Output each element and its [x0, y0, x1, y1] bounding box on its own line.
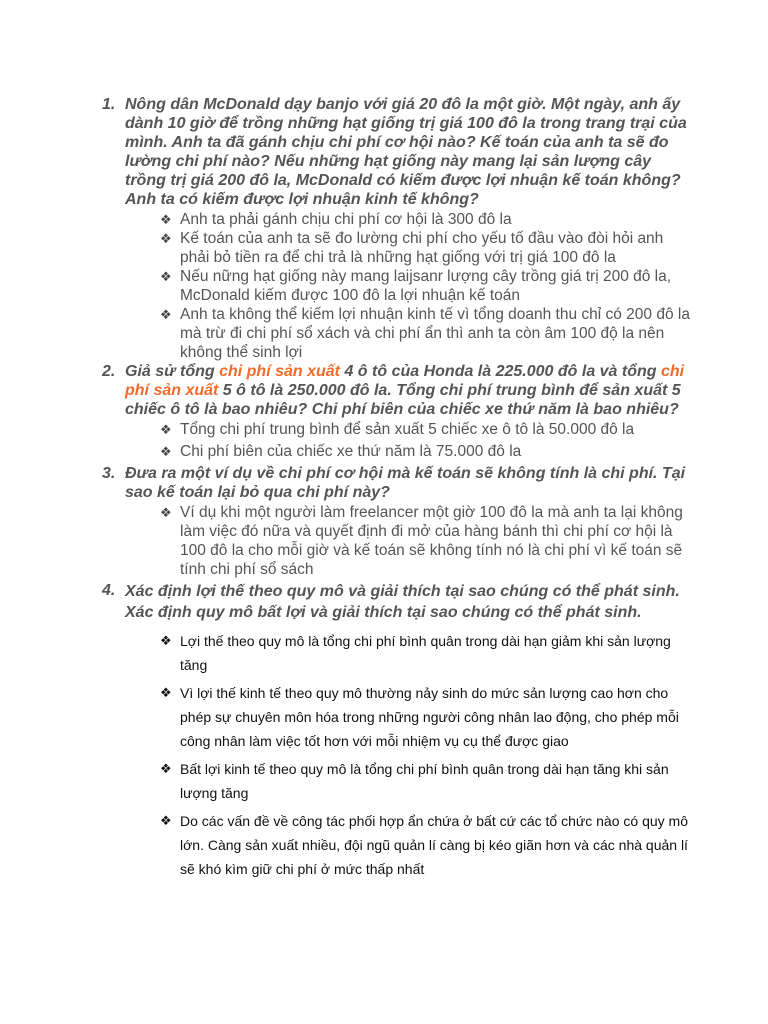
answer-item: [160, 229, 694, 267]
question-number: 3.: [102, 465, 116, 482]
answer-text: Vì lợi thế kinh tế theo quy mô thường nảy sinh do mức sản lượng cao hơn cho phép sự chuyên môn hóa trong những người công nhân lao động, cho phép mỗi công nhân làm việc tốt hơn với mỗi nhiệm vụ cụ thể được giao: [180, 685, 679, 749]
answer-text: Ví dụ khi một người làm freelancer một giờ 100 đô la mà anh ta lại không làm việc đó nữa và quyết định đi mở của hàng bánh thì chi phí cơ hội là 100 đô la cho mỗi giờ và kế toán sẽ không tính nó là chi phí vì kế toán sẽ tính chi phí sổ sách: [180, 504, 683, 578]
diamond-bullet-icon: ❖: [160, 422, 172, 437]
question-number: 2.: [102, 363, 116, 380]
question-text: Xác định lợi thế theo quy mô và giải thích tại sao chúng có thể phát sinh. Xác định quy mô bất lợi và giải thích tại sao chúng có thể phát sinh.: [125, 583, 680, 621]
question-text-part: Giả sử tổng: [125, 363, 220, 380]
diamond-bullet-icon: ❖: [160, 813, 172, 828]
answer-text: Lợi thế theo quy mô là tổng chi phí bình quân trong dài hạn giảm khi sản lượng tăng: [180, 633, 671, 673]
question-1: [104, 95, 694, 362]
answer-list: [104, 503, 694, 579]
question-2: [104, 362, 694, 461]
diamond-bullet-icon: ❖: [160, 269, 172, 284]
answer-text: Chi phí biên của chiếc xe thứ năm là 75.000 đô la: [180, 443, 522, 460]
question-4: [104, 581, 694, 881]
answer-item: [160, 267, 694, 305]
diamond-bullet-icon: ❖: [160, 633, 172, 648]
answer-item: [160, 503, 694, 579]
diamond-bullet-icon: ❖: [160, 685, 172, 700]
answer-item: [160, 210, 694, 229]
question-text-part: 4 ô tô của Honda là 225.000 đô la và tổng: [340, 363, 661, 380]
answer-text: Anh ta phải gánh chịu chi phí cơ hội là 300 đô la: [180, 211, 512, 228]
diamond-bullet-icon: ❖: [160, 212, 172, 227]
diamond-bullet-icon: ❖: [160, 761, 172, 776]
answer-list: [104, 210, 694, 362]
question-3: [104, 464, 694, 579]
answer-list: [104, 629, 694, 881]
answer-text: Nếu nững hạt giống này mang laijsanr lượng cây trồng giá trị 200 đô la, McDonald kiếm được 100 đô la lợi nhuận kế toán: [180, 268, 672, 304]
diamond-bullet-icon: ❖: [160, 231, 172, 246]
question-text: Đưa ra một ví dụ về chi phí cơ hội mà kế toán sẽ không tính là chi phí. Tại sao kế toán lại bỏ qua chi phí này?: [125, 465, 686, 501]
answer-item: [160, 442, 694, 461]
diamond-bullet-icon: ❖: [160, 505, 172, 520]
diamond-bullet-icon: ❖: [160, 444, 172, 459]
answer-text: Tổng chi phí trung bình để sản xuất 5 chiếc xe ô tô là 50.000 đô la: [180, 421, 635, 438]
question-text: Nông dân McDonald dạy banjo với giá 20 đô la một giờ. Một ngày, anh ấy dành 10 giờ để trồng những hạt giống trị giá 100 đô la trong trang trại của mình. Anh ta đã gánh chịu chi phí cơ hội nào? Kế toán của anh ta sẽ đo lường chi phí nào? Nếu những hạt giống này mang lại sản lượng cây trồng trị giá 200 đô la, McDonald có kiếm được lợi nhuận kế toán không? Anh ta có kiếm được lợi nhuận kinh tế không?: [125, 96, 687, 208]
question-text-part: 5 ô tô là 250.000 đô la. Tổng chi phí trung bình để sản xuất 5 chiếc ô tô là bao nhiêu? Chi phí biên của chiếc xe thứ năm là bao nhiêu?: [125, 382, 681, 418]
answer-text: Anh ta không thể kiếm lợi nhuận kinh tế vì tổng doanh thu chỉ có 200 đô la mà trừ đi chi phí sổ xách và chi phí ẩn thì anh ta còn âm 100 độ la nên không thể sinh lợi: [180, 306, 690, 361]
answer-text: Kế toán của anh ta sẽ đo lường chi phí cho yếu tố đầu vào đòi hỏi anh phải bỏ tiền ra để chi trả là những hạt giống với trị giá 100 đô la: [180, 230, 664, 266]
question-list: [104, 95, 694, 885]
answer-item: [160, 757, 694, 805]
answer-item: [160, 681, 694, 753]
answer-item: [160, 305, 694, 362]
answer-text: Bất lợi kinh tế theo quy mô là tổng chi phí bình quân trong dài hạn tăng khi sản lượng tăng: [180, 761, 669, 801]
highlighted-term: chi phí sản xuất: [219, 363, 341, 380]
question-number: 1.: [102, 96, 116, 113]
answer-text: Do các vấn đề về công tác phối hợp ẩn chứa ở bất cứ các tổ chức nào có quy mô lớn. Càng sản xuất nhiều, đội ngũ quản lí càng bị kéo giãn hơn và các nhà quản lí sẽ khó kìm giữ chi phí ở mức thấp nhất: [180, 813, 688, 877]
answer-item: [160, 629, 694, 677]
question-text: [125, 362, 694, 419]
answer-list: [104, 420, 694, 461]
question-number: 4.: [102, 582, 116, 599]
answer-item: [160, 420, 694, 439]
answer-item: [160, 809, 694, 881]
highlighted-term: chi phí sản xuất: [125, 363, 685, 399]
diamond-bullet-icon: ❖: [160, 307, 172, 322]
